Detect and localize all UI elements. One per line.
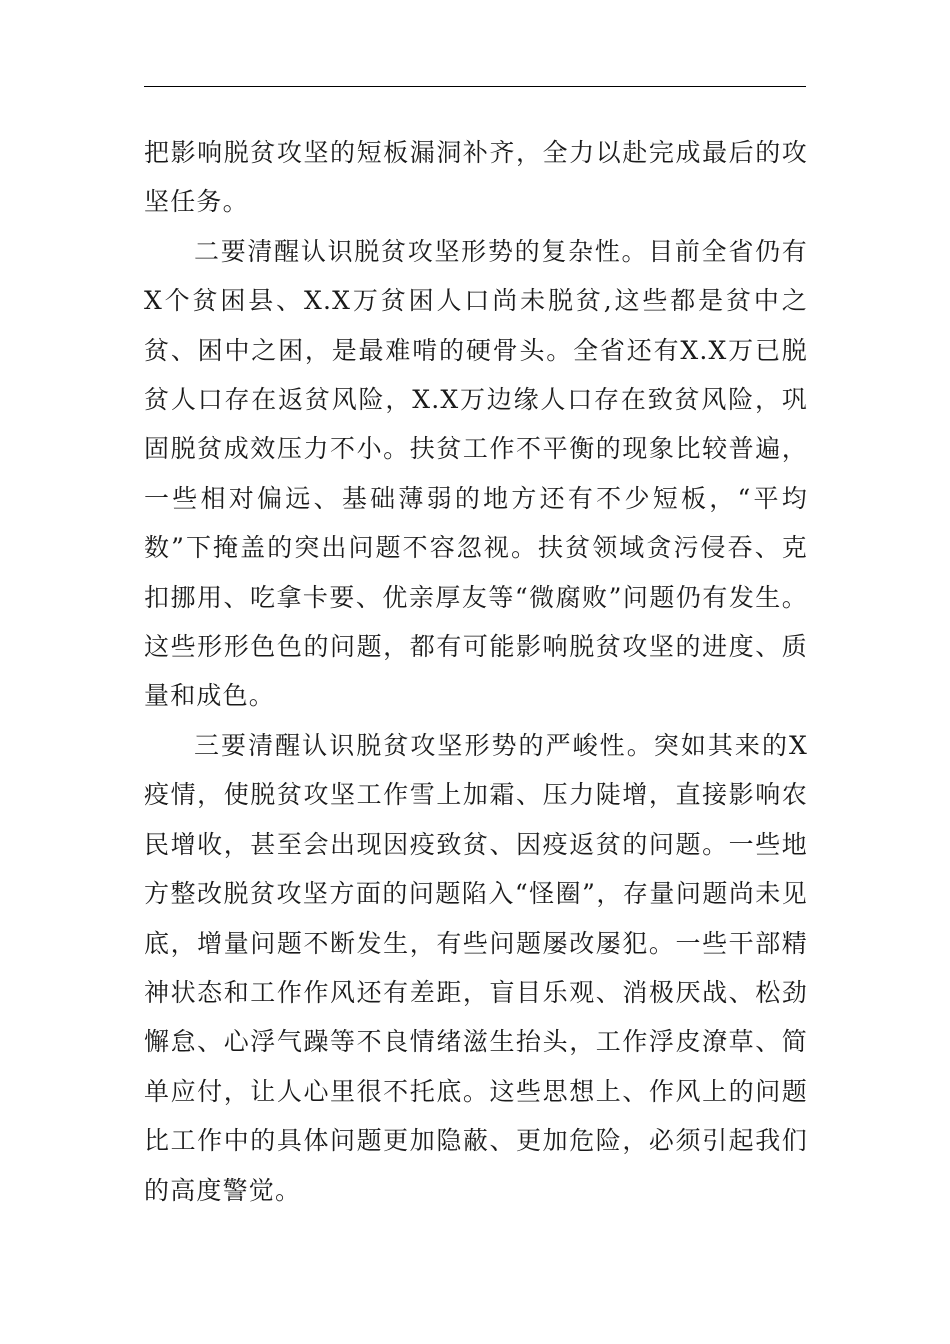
paragraph-point-two: 二要清醒认识脱贫攻坚形势的复杂性。目前全省仍有X个贫困县、X.X万贫困人口尚未脱贫,这些都是贫中之贫、困中之困，是最难啃的硬骨头。全省还有X.X万已脱贫人口存在返贫风险，X.X万边缘人口存在致贫风险，巩固脱贫成效压力不小。扶贫工作不平衡的现象比较普遍，一些相对偏远、基础薄弱的地方还有不少短板，“平均数”下掩盖的突出问题不容忽视。扶贫领域贪污侵吞、克扣挪用、吃拿卡要、优亲厚友等“微腐败”问题仍有发生。这些形形色色的问题，都有可能影响脱贫攻坚的进度、质量和成色。 xyxy=(144,236,808,711)
header-rule xyxy=(144,86,806,87)
paragraph-point-three: 三要清醒认识脱贫攻坚形势的严峻性。突如其来的X疫情，使脱贫攻坚工作雪上加霜、压力陡增，直接影响农民增收，甚至会出现因疫致贫、因疫返贫的问题。一些地方整改脱贫攻坚方面的问题陷入“怪圈”，存量问题尚未见底，增量问题不断发生，有些问题屡改屡犯。一些干部精神状态和工作作风还有差距，盲目乐观、消极厌战、松劲懈怠、心浮气躁等不良情绪滋生抬头，工作浮皮潦草、简单应付，让人心里很不托底。这些思想上、作风上的问题比工作中的具体问题更加隐蔽、更加危险，必须引起我们的高度警觉。 xyxy=(144,730,808,1205)
document-body xyxy=(144,128,808,1215)
paragraph-continuation: 把影响脱贫攻坚的短板漏洞补齐，全力以赴完成最后的攻坚任务。 xyxy=(144,138,808,217)
